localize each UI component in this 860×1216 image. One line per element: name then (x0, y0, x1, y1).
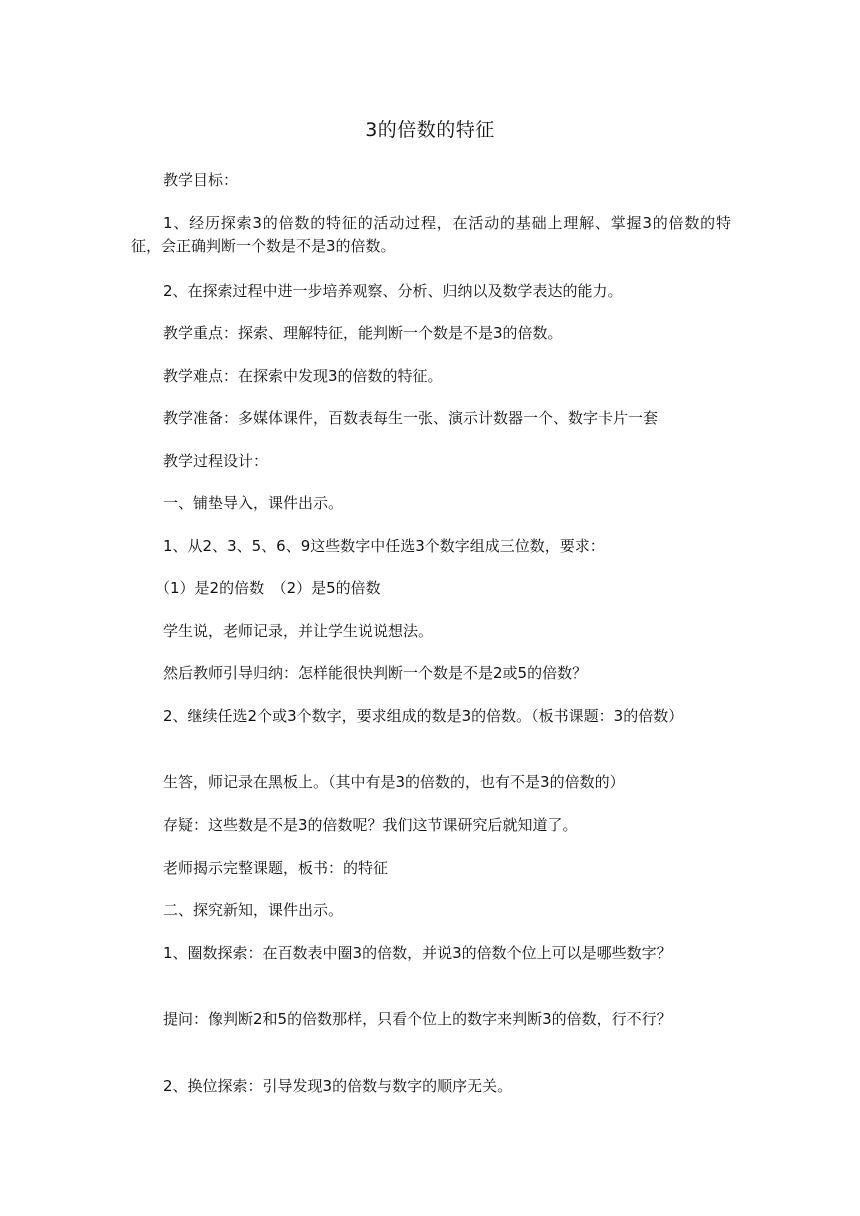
paragraph-task-1: 1、从2、3、5、6、9这些数字中任选3个数字组成三位数，要求： (163, 537, 605, 555)
paragraph-question: 存疑：这些数是不是3的倍数呢？我们这节课研究后就知道了。 (163, 816, 578, 834)
paragraph-teacher-summary: 然后教师引导归纳：怎样能很快判断一个数是不是2或5的倍数？ (163, 664, 588, 682)
paragraph-section-2-heading: 二、探究新知，课件出示。 (163, 901, 344, 919)
document-title: 3的倍数的特征 (365, 119, 495, 141)
paragraph-student-answer: 学生说，老师记录，并让学生说说想法。 (163, 622, 434, 640)
paragraph-section-1-heading: 一、铺垫导入，课件出示。 (163, 494, 344, 512)
paragraph-difficulties: 教学难点：在探索中发现3的倍数的特征。 (163, 367, 443, 385)
paragraph-preparation: 教学准备：多媒体课件，百数表每生一张、演示计数器一个、数字卡片一套 (163, 409, 659, 427)
paragraph-objective-2: 2、在探索过程中进一步培养观察、分析、归纳以及数学表达的能力。 (163, 282, 623, 300)
paragraph-key-points: 教学重点：探索、理解特征，能判断一个数是不是3的倍数。 (163, 324, 563, 342)
paragraph-requirements: （1）是2的倍数 （2）是5的倍数 (155, 579, 381, 597)
paragraph-question-digits: 提问：像判断2和5的倍数那样，只看个位上的数字来判断3的倍数，行不行？ (163, 1010, 672, 1028)
paragraph-objective-1: 1、经历探索3的倍数的特征的活动过程，在活动的基础上理解、掌握3的倍数的特征，会正确判断一个数是不是3的倍数。 (131, 214, 731, 255)
paragraph-swap-exploration: 2、换位探索：引导发现3的倍数与数字的顺序无关。 (163, 1077, 513, 1095)
paragraph-board-record: 生答，师记录在黑板上。（其中有是3的倍数的，也有不是3的倍数的） (163, 773, 625, 791)
paragraph-circle-exploration: 1、圈数探索：在百数表中圈3的倍数，并说3的倍数个位上可以是哪些数字？ (163, 944, 672, 962)
paragraph-full-title: 老师揭示完整课题，板书：的特征 (163, 859, 389, 877)
paragraph-process-heading: 教学过程设计： (163, 452, 269, 470)
paragraph-objectives-heading: 教学目标： (163, 171, 239, 189)
paragraph-task-2: 2、继续任选2个或3个数字，要求组成的数是3的倍数。（板书课题：3的倍数） (163, 707, 684, 725)
